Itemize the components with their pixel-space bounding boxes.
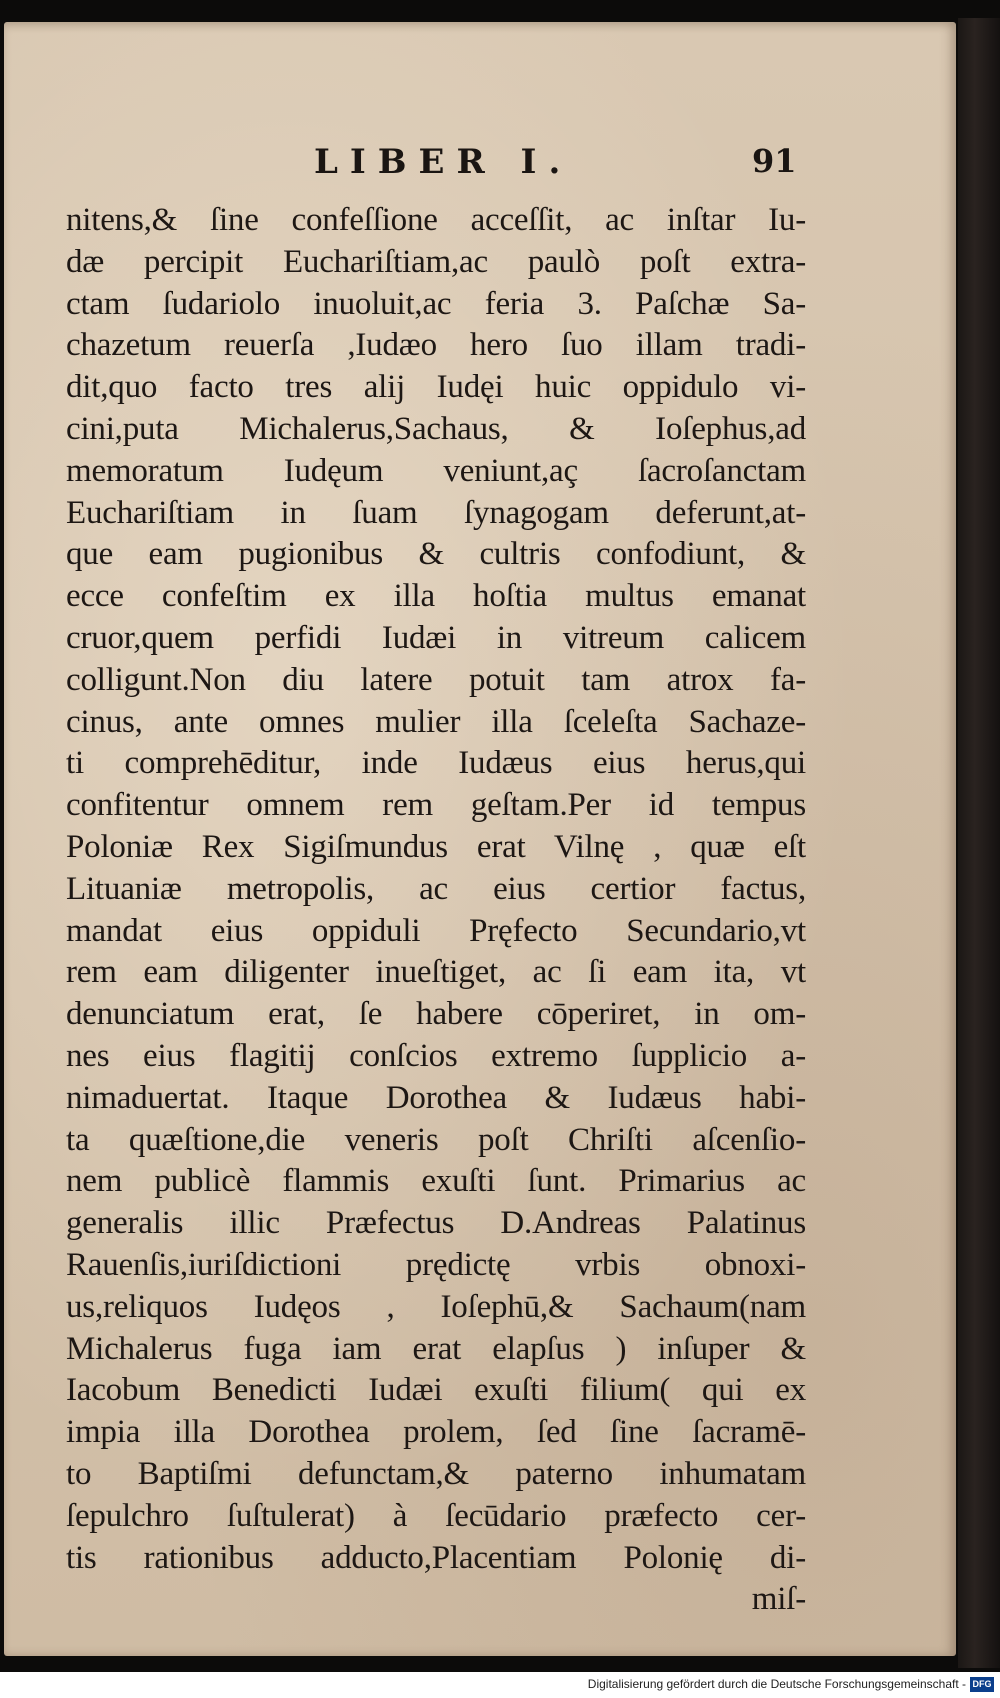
page-number: 91 [752,142,797,180]
text-line: to Baptiſmi defunctam,& paterno inhumatam [66,1455,806,1492]
text-line: cruor,quem perfidi Iudæi in vitreum calicem [66,619,806,656]
text-line: denunciatum erat, ſe habere cōperiret, in om- [66,996,806,1033]
text-line: nimaduertat. Itaque Dorothea & Iudæus habi- [66,1079,806,1116]
text-line: que eam pugionibus & cultris confodiunt, & [66,536,806,573]
text-line: mandat eius oppiduli Pręfecto Secundario,vt [66,912,806,949]
text-line: dæ percipit Euchariſtiam,ac paulò poſt extra- [66,243,806,280]
text-line: Euchariſtiam in ſuam ſynagogam deferunt,at- [66,494,806,531]
text-line: confitentur omnem rem geſtam.Per id tempus [66,787,806,824]
catchword: miſ- [751,1581,806,1618]
running-title: LIBER I. [314,142,573,182]
text-line: tis rationibus adducto,Placentiam Polonię di- [66,1539,806,1576]
dfg-logo-icon: DFG [970,1677,994,1692]
text-line: Iacobum Benedicti Iudæi exuſti filium( qui ex [66,1372,806,1409]
footer-bar [0,1672,1000,1698]
text-line: nitens,& ſine confeſſione acceſſit, ac inſtar Iu- [66,202,806,238]
text-line: chazetum reuerſa ,Iudæo hero ſuo illam tradi- [66,327,806,364]
text-line: ecce confeſtim ex illa hoſtia multus emanat [66,578,806,615]
text-line: colligunt.Non diu latere potuit tam atrox fa- [66,661,806,698]
page-header [4,142,956,202]
text-line: dit,quo facto tres alij Iudęi huic oppidulo vi- [66,369,806,406]
text-line: cini,puta Michalerus,Sachaus, & Ioſephus,ad [66,410,806,447]
text-line: nem publicè flammis exuſti ſunt. Primarius ac [66,1163,806,1200]
text-line: nes eius flagitij conſcios extremo ſupplicio a- [66,1037,806,1074]
text-line: ti comprehēditur, inde Iudæus eius herus,qui [66,745,806,782]
text-line: impia illa Dorothea prolem, ſed ſine ſacramē- [66,1414,806,1451]
book-page [4,22,956,1656]
book-edge [958,18,1000,1668]
text-line: us,reliquos Iudęos , Ioſephū,& Sachaum(nam [66,1288,806,1325]
text-line: ſepulchro ſuſtulerat) à ſecūdario præfecto cer- [66,1497,806,1534]
text-line: Poloniæ Rex Sigiſmundus erat Vilnę , quæ eſt [66,828,806,865]
text-line: Michalerus fuga iam erat elapſus ) inſuper & [66,1330,806,1367]
text-line: memoratum Iudęum veniunt,aç ſacroſanctam [66,452,806,489]
body-text [66,200,806,1621]
funding-credit: Digitalisierung gefördert durch die Deutsche Forschungsgemeinschaft - [587,1677,966,1691]
text-line: Lituaniæ metropolis, ac eius certior factus, [66,870,806,907]
text-line: ctam ſudariolo inuoluit,ac feria 3. Paſchæ Sa- [66,285,806,322]
text-line: Rauenſis,iuriſdictioni prędictę vrbis obnoxi- [66,1246,806,1283]
text-line: rem eam diligenter inueſtiget, ac ſi eam ita, vt [66,954,806,991]
text-line: generalis illic Præfectus D.Andreas Palatinus [66,1205,806,1242]
text-line: cinus, ante omnes mulier illa ſceleſta Sachaze- [66,703,806,740]
text-line: ta quæſtione,die veneris poſt Chriſti aſcenſio- [66,1121,806,1158]
